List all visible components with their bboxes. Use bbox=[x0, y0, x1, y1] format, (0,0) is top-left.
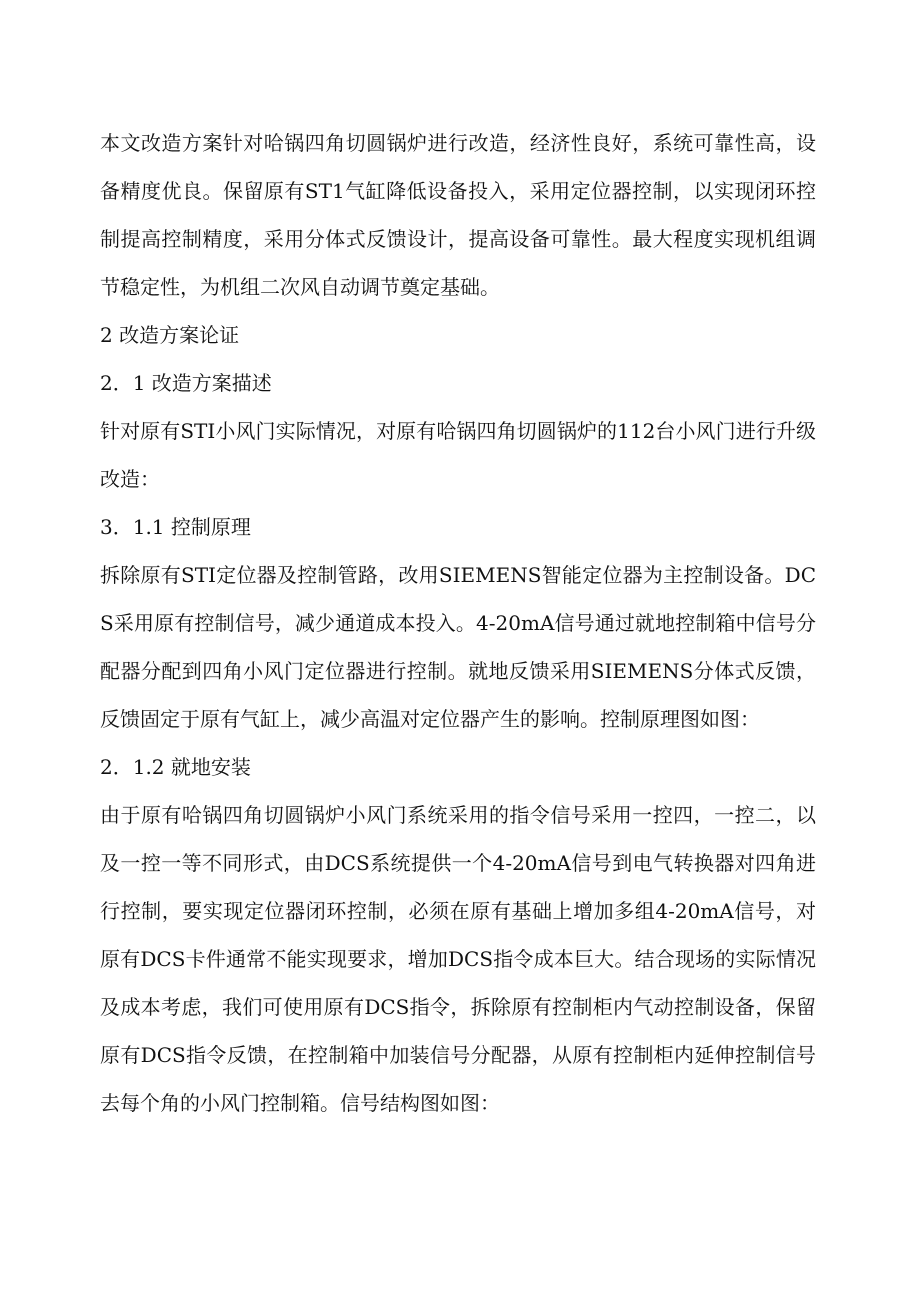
subsection-heading-2-1: 2．1 改造方案描述 bbox=[100, 371, 272, 395]
paragraph-upgrade-scope: 针对原有STI小风门实际情况，对原有哈锅四角切圆锅炉的112台小风门进行升级改造： bbox=[100, 419, 816, 491]
paragraph-local-installation: 由于原有哈锅四角切圆锅炉小风门系统采用的指令信号采用一控四，一控二，以及一控一等不同形式，由DCS系统提供一个4-20mA信号到电气转换器对四角进行控制，要实现定位器闭环控制，必须在原有基础上增加多组4-20mA信号，对原有DCS卡件通常不能实现要求，增加DCS指令成本巨大。结合现场的实际情况及成本考虑，我们可使用原有DCS指令，拆除原有控制柜内气动控制设备，保留原有DCS指令反馈，在控制箱中加装信号分配器，从原有控制柜内延伸控制信号去每个角的小风门控制箱。信号结构图如图： bbox=[100, 803, 816, 1115]
document-body bbox=[100, 119, 816, 1127]
subsection-heading-3-1-1: 3．1.1 控制原理 bbox=[100, 515, 251, 539]
paragraph-control-principle: 拆除原有STI定位器及控制管路，改用SIEMENS智能定位器为主控制设备。DCS采用原有控制信号，减少通道成本投入。4-20mA信号通过就地控制箱中信号分配器分配到四角小风门定位器进行控制。就地反馈采用SIEMENS分体式反馈，反馈固定于原有气缸上，减少高温对定位器产生的影响。控制原理图如图： bbox=[100, 563, 816, 731]
section-heading-2: 2 改造方案论证 bbox=[100, 323, 240, 347]
subsection-heading-2-1-2: 2．1.2 就地安装 bbox=[100, 755, 251, 779]
paragraph-intro: 本文改造方案针对哈锅四角切圆锅炉进行改造，经济性良好，系统可靠性高，设备精度优良。保留原有ST1气缸降低设备投入，采用定位器控制，以实现闭环控制提高控制精度，采用分体式反馈设计，提高设备可靠性。最大程度实现机组调节稳定性，为机组二次风自动调节奠定基础。 bbox=[100, 131, 816, 299]
